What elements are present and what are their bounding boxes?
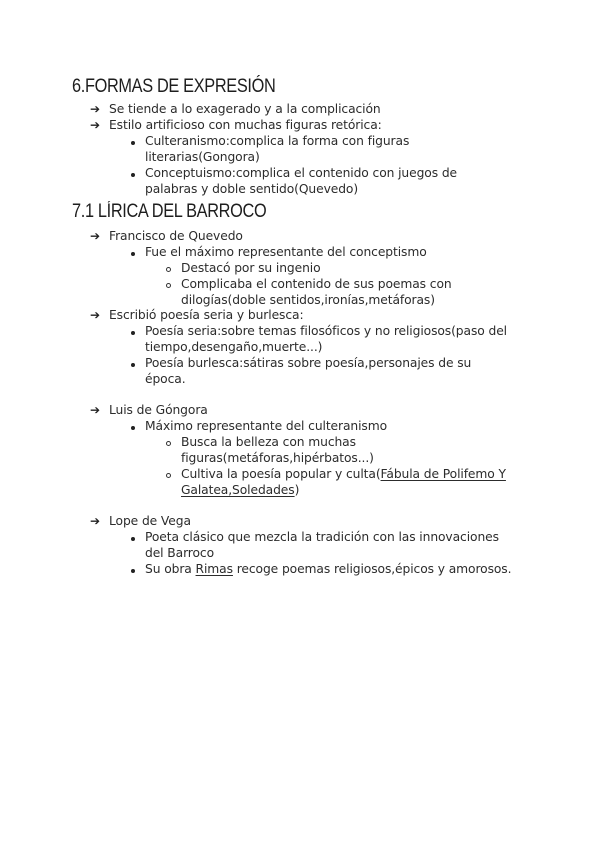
bullet-icon bbox=[131, 173, 135, 177]
list-item: Conceptuismo:complica el contenido con juegos de bbox=[145, 166, 458, 180]
section-title-formas: 6.FORMAS DE EXPRESIÓN bbox=[72, 76, 276, 97]
arrow-icon: ➔ bbox=[90, 118, 101, 132]
list-item-continuation: dilogías(doble sentidos,ironías,metáforas) bbox=[181, 293, 435, 307]
list-item: Poeta clásico que mezcla la tradición con las innovaciones bbox=[145, 530, 499, 544]
list-item: Poesía seria:sobre temas filosóficos y no religiosos(paso del bbox=[145, 324, 507, 338]
bullet-icon bbox=[131, 569, 135, 573]
list-item: Se tiende a lo exagerado y a la complicación bbox=[109, 102, 381, 116]
bullet-icon bbox=[131, 331, 135, 335]
list-item: Destacó por su ingenio bbox=[181, 261, 321, 275]
list-item-continuation: literarias(Gongora) bbox=[145, 150, 260, 164]
list-item bbox=[145, 561, 511, 577]
section-title-lirica: 7.1 LÍRICA DEL BARROCO bbox=[72, 201, 267, 222]
list-item-continuation: figuras(metáforas,hipérbatos...) bbox=[181, 451, 374, 465]
circle-bullet-icon bbox=[166, 473, 171, 478]
list-item-continuation bbox=[181, 482, 299, 498]
item-text: Su obra bbox=[145, 562, 196, 576]
arrow-icon: ➔ bbox=[90, 308, 101, 322]
list-item bbox=[181, 466, 506, 482]
arrow-icon: ➔ bbox=[90, 102, 101, 116]
list-item: Máximo representante del culteranismo bbox=[145, 419, 388, 433]
arrow-icon: ➔ bbox=[90, 514, 101, 528]
circle-bullet-icon bbox=[166, 267, 171, 272]
works-link[interactable]: Rimas bbox=[195, 562, 233, 576]
arrow-icon: ➔ bbox=[90, 403, 101, 417]
list-item-continuation: época. bbox=[145, 372, 186, 386]
bullet-icon bbox=[131, 141, 135, 145]
works-link[interactable]: Galatea,Soledades bbox=[181, 483, 295, 497]
bullet-icon bbox=[131, 537, 135, 541]
list-item: Culteranismo:complica la forma con figuras bbox=[145, 134, 410, 148]
author-name: Francisco de Quevedo bbox=[109, 229, 243, 243]
circle-bullet-icon bbox=[166, 441, 171, 446]
bullet-icon bbox=[131, 426, 135, 430]
bullet-icon bbox=[131, 363, 135, 367]
author-name: Luis de Góngora bbox=[109, 403, 208, 417]
arrow-icon: ➔ bbox=[90, 229, 101, 243]
item-text: recoge poemas religiosos,épicos y amorosos. bbox=[232, 562, 512, 576]
list-item: Estilo artificioso con muchas figuras retórica: bbox=[109, 118, 382, 132]
list-item: Busca la belleza con muchas bbox=[181, 435, 356, 449]
list-item: Poesía burlesca:sátiras sobre poesía,personajes de su bbox=[145, 356, 472, 370]
list-item: Complicaba el contenido de sus poemas con bbox=[181, 277, 452, 291]
list-item-continuation: palabras y doble sentido(Quevedo) bbox=[145, 182, 359, 196]
list-item: Escribió poesía seria y burlesca: bbox=[109, 308, 304, 322]
list-item-continuation: del Barroco bbox=[145, 546, 215, 560]
list-item-continuation: tiempo,desengaño,muerte...) bbox=[145, 340, 323, 354]
author-name: Lope de Vega bbox=[109, 514, 191, 528]
works-link[interactable]: Fábula de Polifemo Y bbox=[380, 467, 506, 481]
circle-bullet-icon bbox=[166, 283, 171, 288]
list-item: Fue el máximo representante del conceptismo bbox=[145, 245, 427, 259]
item-text: Cultiva la poesía popular y culta( bbox=[181, 467, 381, 481]
item-text: ) bbox=[294, 483, 300, 497]
bullet-icon bbox=[131, 252, 135, 256]
